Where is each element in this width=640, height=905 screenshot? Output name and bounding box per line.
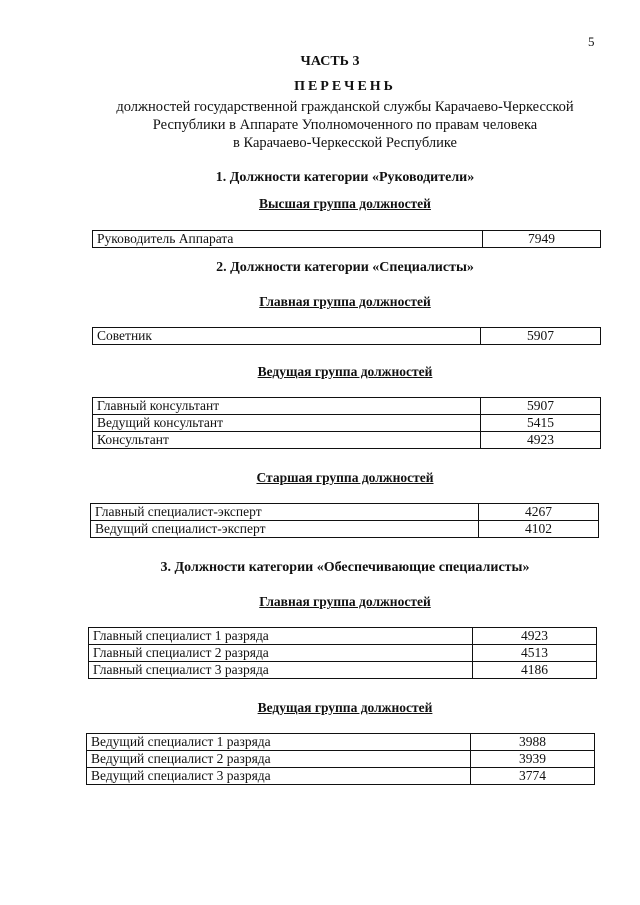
group-heading: Старшая группа должностей xyxy=(256,470,434,485)
position-name: Ведущий специалист 2 разряда xyxy=(87,751,471,768)
position-value: 4267 xyxy=(479,504,599,521)
table-row xyxy=(91,521,599,538)
table-row xyxy=(87,751,595,768)
table-row xyxy=(93,398,601,415)
positions-table xyxy=(90,503,599,538)
positions-table xyxy=(92,230,601,248)
position-value: 4186 xyxy=(473,662,597,679)
table-row xyxy=(91,504,599,521)
position-name: Главный консультант xyxy=(93,398,481,415)
positions-table xyxy=(92,327,601,345)
position-name: Ведущий специалист 1 разряда xyxy=(87,734,471,751)
subtitle-line: должностей государственной гражданской службы Карачаево-Черкесской xyxy=(116,99,574,115)
table-row xyxy=(87,734,595,751)
table-row xyxy=(89,662,597,679)
position-name: Руководитель Аппарата xyxy=(93,231,483,248)
position-value: 4102 xyxy=(479,521,599,538)
group-heading: Высшая группа должностей xyxy=(259,196,431,211)
position-value: 4923 xyxy=(481,432,601,449)
position-name: Главный специалист 3 разряда xyxy=(89,662,473,679)
document-subtitle xyxy=(90,98,600,152)
table-row xyxy=(87,768,595,785)
table-row xyxy=(93,432,601,449)
group-heading: Ведущая группа должностей xyxy=(257,700,433,715)
position-name: Советник xyxy=(93,328,481,345)
subtitle-line: в Карачаево-Черкесской Республике xyxy=(233,135,457,151)
position-value: 4923 xyxy=(473,628,597,645)
part-title: ЧАСТЬ 3 xyxy=(300,54,360,69)
group-heading: Ведущая группа должностей xyxy=(257,364,433,379)
group-heading: Главная группа должностей xyxy=(259,594,431,609)
position-name: Ведущий специалист-эксперт xyxy=(91,521,479,538)
position-name: Главный специалист 2 разряда xyxy=(89,645,473,662)
position-value: 5907 xyxy=(481,398,601,415)
group-heading: Главная группа должностей xyxy=(259,294,431,309)
position-name: Главный специалист-эксперт xyxy=(91,504,479,521)
position-value: 4513 xyxy=(473,645,597,662)
table-row xyxy=(93,328,601,345)
category-heading: 3. Должности категории «Обеспечивающие специалисты» xyxy=(160,560,530,575)
positions-table xyxy=(86,733,595,785)
position-value: 5907 xyxy=(481,328,601,345)
position-name: Ведущий консультант xyxy=(93,415,481,432)
position-name: Ведущий специалист 3 разряда xyxy=(87,768,471,785)
position-name: Консультант xyxy=(93,432,481,449)
document-heading: ПЕРЕЧЕНЬ xyxy=(294,79,396,94)
position-value: 7949 xyxy=(483,231,601,248)
position-value: 5415 xyxy=(481,415,601,432)
page-number: 5 xyxy=(588,34,595,49)
position-value: 3774 xyxy=(471,768,595,785)
position-value: 3939 xyxy=(471,751,595,768)
positions-table xyxy=(88,627,597,679)
category-heading: 2. Должности категории «Специалисты» xyxy=(216,260,474,275)
table-row xyxy=(93,415,601,432)
positions-table xyxy=(92,397,601,449)
position-value: 3988 xyxy=(471,734,595,751)
table-row xyxy=(93,231,601,248)
table-row xyxy=(89,628,597,645)
position-name: Главный специалист 1 разряда xyxy=(89,628,473,645)
category-heading: 1. Должности категории «Руководители» xyxy=(215,170,475,185)
table-row xyxy=(89,645,597,662)
subtitle-line: Республики в Аппарате Уполномоченного по правам человека xyxy=(152,117,538,133)
